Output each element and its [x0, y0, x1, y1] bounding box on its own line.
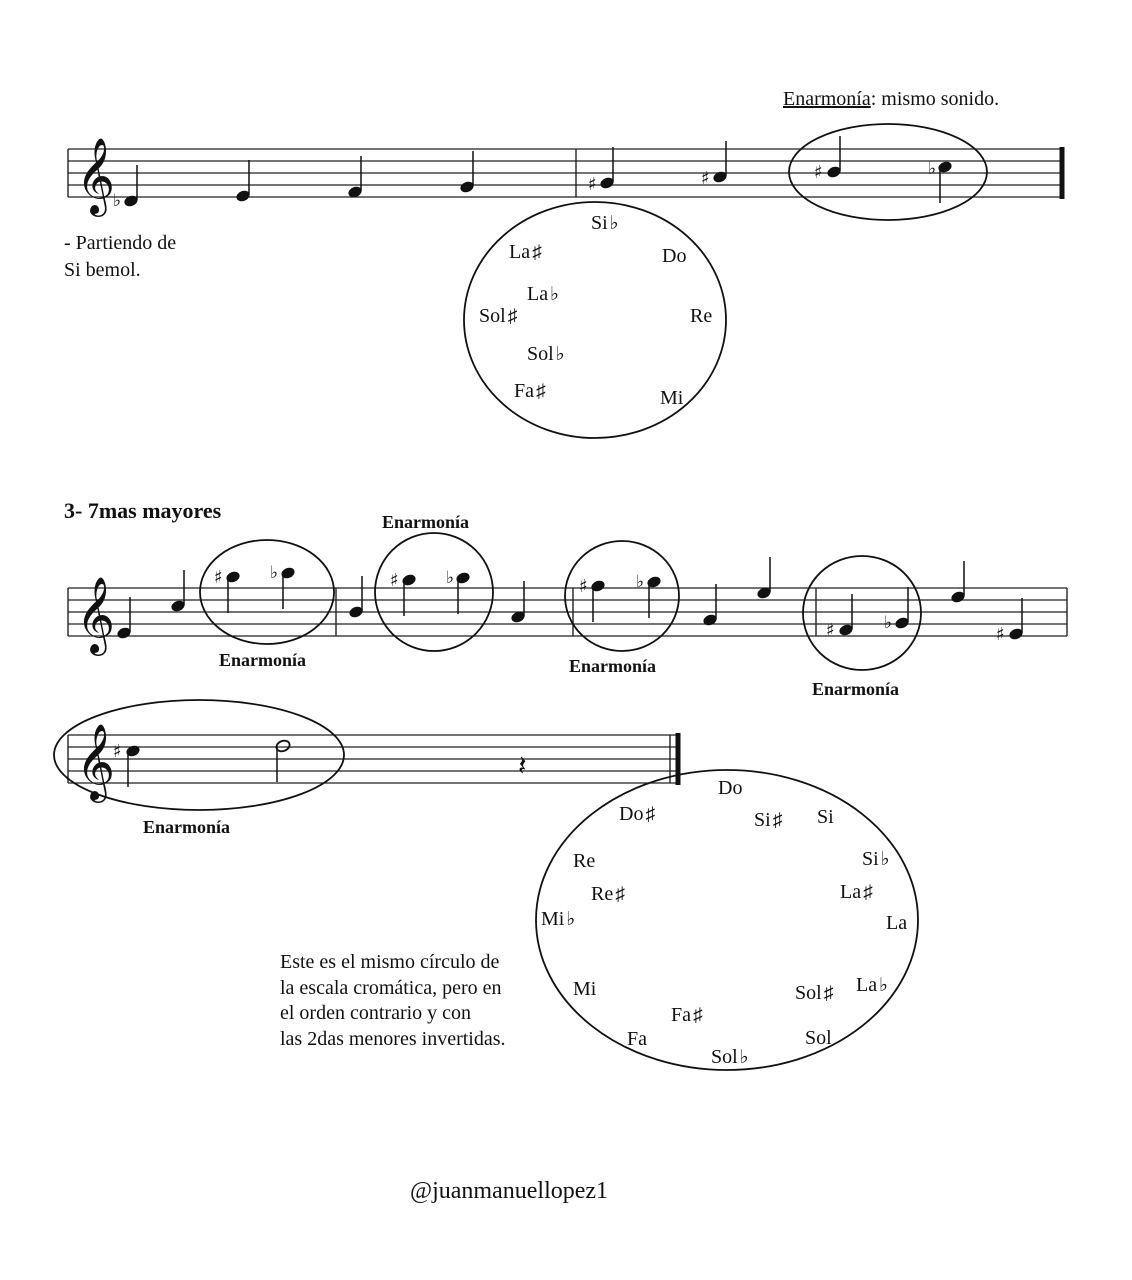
enharmony-ring-2 [200, 540, 334, 644]
sharp-icon: ♯ [588, 174, 597, 195]
description-line-2: la escala cromática, pero en [280, 976, 502, 999]
flat-icon: ♭ [884, 613, 893, 633]
enharmony-ring-5 [803, 556, 921, 670]
sharp-icon: ♯ [113, 741, 122, 762]
description-line-1: Este es el mismo círculo de [280, 951, 500, 973]
section-heading: 3- 7mas mayores [64, 498, 222, 523]
circle2-label-1: Si ♯ [754, 809, 783, 831]
circle1-label-2: Re [690, 305, 713, 327]
circle2-label-5: La [886, 912, 908, 934]
circle1-label-4: Fa ♯ [514, 380, 546, 402]
description-line-3: el orden contrario y con [280, 1002, 472, 1024]
treble-clef-icon: 𝄞 [76, 576, 116, 653]
treble-clef-icon: 𝄞 [76, 723, 116, 800]
circle2-label-11: Fa [627, 1028, 647, 1050]
circle2-label-15: Re [573, 850, 596, 872]
sharp-icon: ♯ [701, 168, 710, 189]
circle2-label-16: Do ♯ [619, 803, 655, 825]
circle1-label-1: Do [662, 245, 687, 267]
circle2-label-9: Sol ♭ [711, 1046, 749, 1068]
sharp-icon: ♯ [814, 162, 823, 183]
circle2-label-8: Sol [805, 1027, 832, 1049]
flat-icon: ♭ [446, 568, 455, 588]
circle2-label-13: Mi ♭ [541, 908, 576, 930]
enharmony-meaning: : mismo sonido. [870, 88, 1000, 110]
circle1-label-3: Mi [660, 387, 684, 409]
enharmony-label-4: Enarmonía [812, 679, 900, 699]
author-handle: @juanmanuellopez1 [410, 1178, 609, 1204]
staff-2-notes [116, 557, 1024, 645]
enharmony-term: Enarmonía [783, 88, 871, 110]
sharp-icon: ♯ [390, 570, 399, 591]
staff-2 [68, 576, 1067, 656]
sharp-icon: ♯ [826, 620, 835, 641]
sharp-icon: ♯ [996, 624, 1005, 645]
circle1-label-6: Sol ♯ [479, 305, 518, 327]
circle2-label-2: Si [817, 806, 834, 828]
circle2-label-14: Re ♯ [591, 883, 625, 905]
chromatic-circle-1 [464, 202, 726, 438]
flat-icon: ♭ [928, 159, 937, 179]
enharmony-label-3: Enarmonía [569, 656, 657, 676]
circle1-label-7: La ♭ [527, 283, 560, 305]
circle2-label-4: La ♯ [840, 881, 873, 903]
flat-icon: ♭ [113, 191, 122, 211]
circle1-label-0: Si ♭ [591, 212, 619, 234]
treble-clef-icon: 𝄞 [76, 137, 116, 214]
flat-icon: ♭ [636, 572, 645, 592]
flat-icon: ♭ [270, 563, 279, 583]
circle2-label-3: Si ♭ [862, 848, 890, 870]
starting-note-line-2: Si bemol. [64, 259, 141, 281]
sharp-icon: ♯ [579, 576, 588, 597]
description-line-4: las 2das menores invertidas. [280, 1027, 506, 1050]
circle2-label-6: La ♭ [856, 974, 889, 996]
circle2-label-10: Fa ♯ [671, 1004, 703, 1026]
enharmony-ring-3 [375, 533, 493, 651]
circle1-label-5: Sol ♭ [527, 343, 565, 365]
staff-3 [68, 723, 678, 803]
circle1-label-8: La ♯ [509, 241, 542, 263]
circle2-label-0: Do [718, 777, 743, 799]
enharmony-label-2: Enarmonía [382, 512, 470, 532]
circle2-label-7: Sol ♯ [795, 982, 834, 1004]
circle2-label-12: Mi [573, 978, 597, 1000]
quarter-rest-icon: 𝄽 [518, 749, 527, 782]
chromatic-circle-2 [536, 770, 918, 1070]
enharmony-label-1: Enarmonía [219, 650, 307, 670]
sharp-icon: ♯ [214, 567, 223, 588]
starting-note-line-1: - Partiendo de [64, 232, 177, 254]
enharmony-label-5: Enarmonía [143, 817, 231, 837]
